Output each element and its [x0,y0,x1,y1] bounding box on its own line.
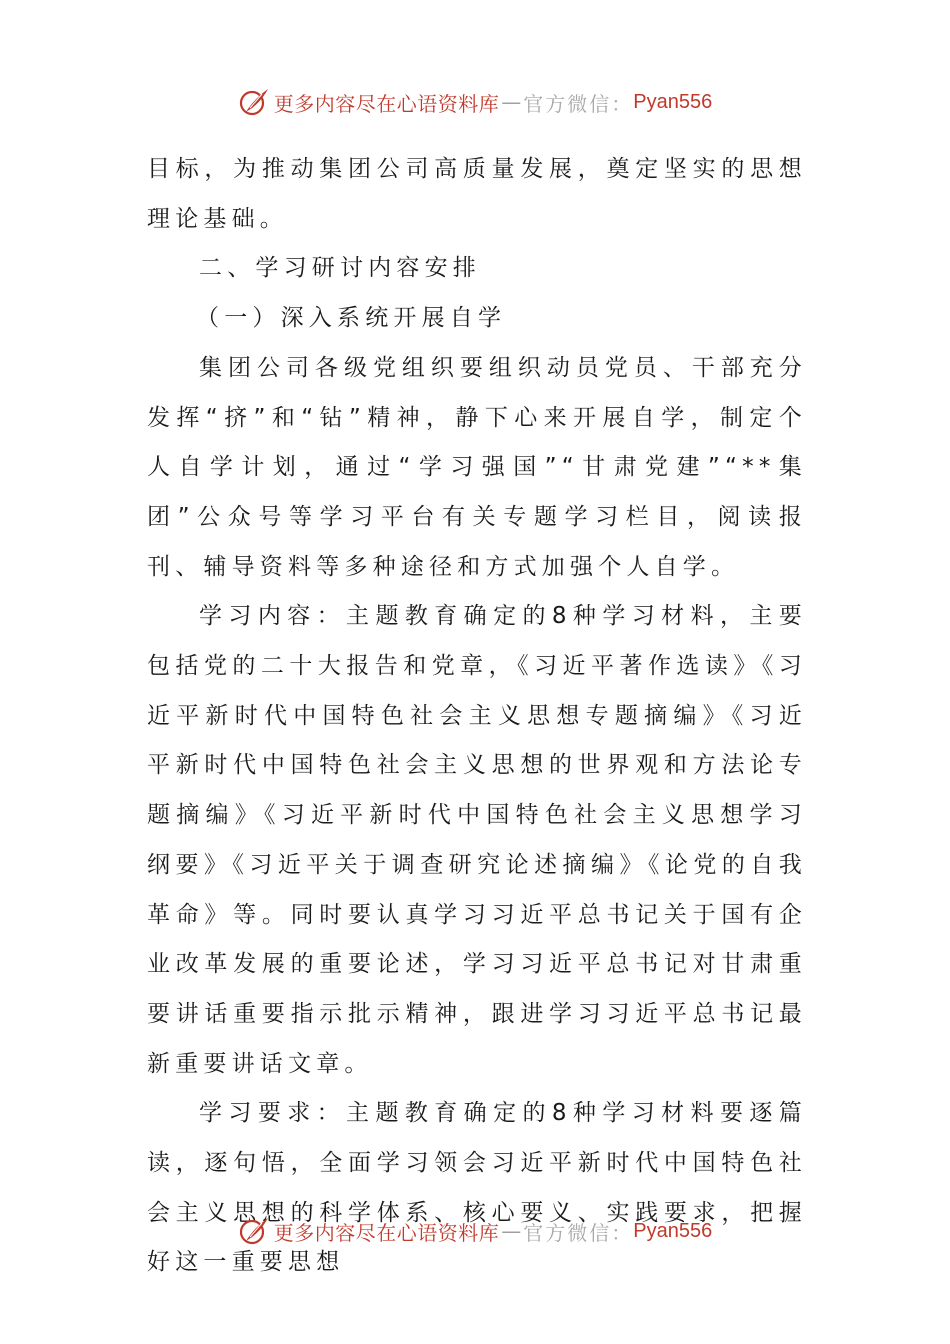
header-watermark [0,82,950,122]
document-body [147,145,807,1288]
banner-text: 更多内容尽在心语资料库 [273,91,500,116]
paragraph-study-requirements: 学习要求：主题教育确定的8种学习材料要逐篇读，逐句悟，全面学习领会习近平新时代中国特色社会主义思想的科学体系、核心要义、实践要求，把握好这一重要思想 [147,1100,807,1276]
banner-dash: — [501,90,522,114]
paragraph-self-study: 集团公司各级党组织要组织动员党员、干部充分发挥“挤”和“钻”精神，静下心来开展自学，制定个人自学计划，通过“学习强国”“甘肃党建”“**集团”公众号等学习平台有关专题学习栏目，阅读报刊、辅导资料等多种途径和方式加强个人自学。 [147,354,807,580]
subsection-heading: （一）深入系统开展自学 [196,305,507,332]
footer-watermark [0,1211,950,1251]
section-heading: 二、学习研讨内容安排 [199,255,481,282]
quill-logo-icon [238,1215,270,1247]
banner-wechat-id: Pyan556 [633,90,713,113]
banner-label: 官方微信： [523,91,634,116]
banner-dash: — [501,1219,522,1243]
paragraph-study-content: 学习内容：主题教育确定的8种学习材料，主要包括党的二十大报告和党章，《习近平著作选读》《习近平新时代中国特色社会主义思想专题摘编》《习近平新时代中国特色社会主义思想的世界观和方法论专题摘编》《习近平新时代中国特色社会主义思想学习纲要》《习近平关于调查研究论述摘编》《论党的自我革命》等。同时要认真学习习近平总书记关于国有企业改革发展的重要论述，学习习近平总书记对甘肃重要讲话重要指示批示精神，跟进学习习近平总书记最新重要讲话文章。 [147,603,807,1077]
banner-label: 官方微信： [523,1220,634,1245]
banner-wechat-id: Pyan556 [633,1219,713,1242]
paragraph-continued: 目标，为推动集团公司高质量发展，奠定坚实的思想理论基础。 [147,156,807,232]
quill-logo-icon [238,86,270,118]
banner-text: 更多内容尽在心语资料库 [273,1220,500,1245]
